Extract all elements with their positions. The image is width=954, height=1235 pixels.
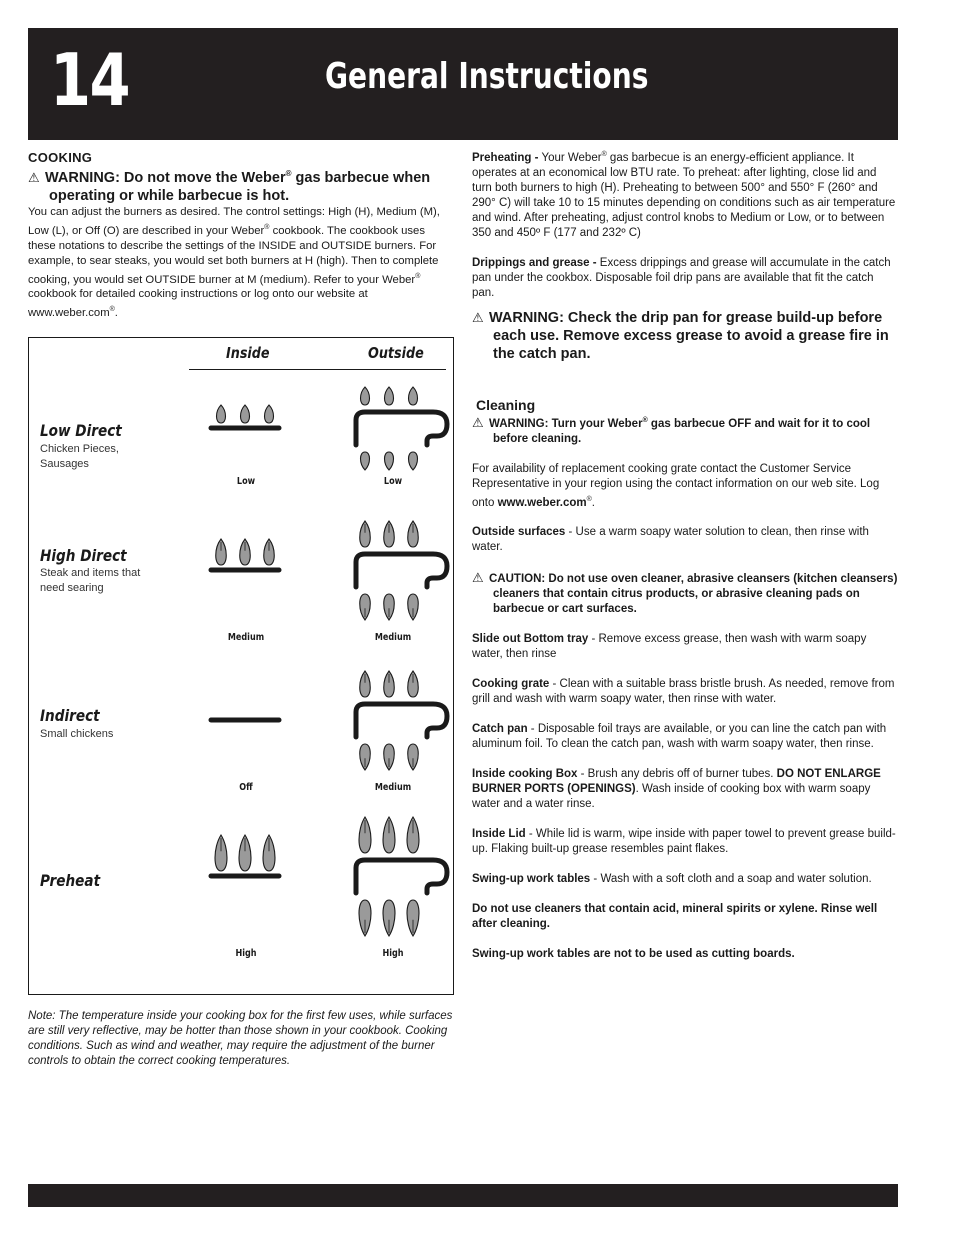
outside-flame-bottom [409,452,418,470]
mode-low-direct-subtitle: Chicken Pieces, Sausages [40,443,119,470]
cleaning-heading: Cleaning [476,396,536,413]
column-outside: Outside [368,344,424,362]
outside-burner-tube [356,412,447,445]
page-number: 14 [50,38,129,122]
caution-text: ⚠ CAUTION: Do not use oven cleaner, abrasive cleansers (kitchen cleansers) cleaners that contain citrus products, or abrasive cleaning pads on barbecue or cart surfaces. [472,570,898,616]
drippings-text: Drippings and grease - Excess drippings and grease will accumulate in the catch pan under the cookbox. Disposable foil drip pans are available that fit the catch pan. [472,256,891,299]
outside-surfaces-text: Outside surfaces - Use a warm soapy water solution to clean, then rinse with water. [472,526,869,554]
outside-flame-top [361,387,370,405]
replacement-grate-text: For availability of replacement cooking grate contact the Customer Service Representative in your region using the contact information on our web site. Log onto www.weber.com®. [472,462,880,509]
outside-burner-tube [356,554,447,587]
inside-flame [265,405,274,423]
warning-icon: ⚠ [472,309,484,325]
setting-indirect-inside: Off [239,782,253,793]
setting-low-direct-inside: Low [236,476,256,487]
cooking-grate-text: Cooking grate - Clean with a suitable brass bristle brush. As needed, remove from grill and wash with warm soapy water, then rinse with water. [472,678,895,706]
burner-drawings [29,338,453,994]
warning-icon: ⚠ [472,414,484,430]
outside-burner-tube [356,704,447,737]
page-footer [28,1184,898,1207]
inside-flame [241,405,250,423]
bottom-tray-text: Slide out Bottom tray - Remove excess grease, then wash with warm soapy water, then rinse [472,633,867,661]
cooking-heading: COOKING [28,150,93,165]
outside-flame-bottom [385,452,394,470]
mode-indirect-title: Indirect [40,706,100,725]
temperature-note: Note: The temperature inside your cooking box for the first few uses, while surfaces are still very reflective, may be hotter than those shown in your cookbook. Cooking conditions. Such as wind and weather, may require the adjustment of the burner controls to obtain the correct cooking temperatures. [28,1010,453,1067]
outside-flame-bottom [361,452,370,470]
setting-low-direct-outside: Low [383,476,403,487]
right-column [472,147,898,962]
page-header [28,28,898,140]
mode-high-direct-title: High Direct [40,546,127,565]
cooking-body: You can adjust the burners as desired. The control settings: High (H), Medium (M), Low (L), or Off (O) are described in your Weber® cookbook. The cookbook uses these notations to describe the settings of the INSIDE and OUTSIDE burners. For example, to sear steaks, you would set both burners at H (high). Then to complete cooking, you would set OUTSIDE burner at M (medium). Refer to your Weber® cookbook for detailed cooking instructions or log onto our website at www.weber.com®. [28,205,440,320]
setting-high-direct-outside: Medium [374,632,412,643]
outside-flame-top [409,387,418,405]
mode-low-direct-title: Low Direct [40,421,122,440]
outside-flame-top [385,387,394,405]
setting-indirect-outside: Medium [374,782,412,793]
burner-settings-diagram [28,337,454,995]
setting-high-direct-inside: Medium [227,632,265,643]
preheating-text: Preheating - Your Weber® gas barbecue is an energy-efficient appliance. It operates at an economical low BTU rate. To preheat: after lighting, close lid and turn both burners to high (H). Preheating to between 500° and 550° F (260° and 290° C) will take 10 to 15 minutes depending on conditions such as air temperature and wind. After preheating, adjust control knobs to Medium or Low, or to between 350 and 450º F (177 and 232º C) [472,151,896,239]
cutting-board-warning: Swing-up work tables are not to be used as cutting boards. [472,948,795,961]
cleaner-warning-text: Do not use cleaners that contain acid, mineral spirits or xylene. Rinse well after cleaning. [472,903,878,931]
cooking-box-text: Inside cooking Box - Brush any debris off of burner tubes. DO NOT ENLARGE BURNER PORTS (OPENINGS). Wash inside of cooking box with warm soapy water and a water rinse. [472,768,881,811]
cooking-warning: ⚠ WARNING: Do not move the Weber® gas barbecue when operating or while barbecue is hot. [28,169,431,204]
catch-pan-text: Catch pan - Disposable foil trays are available, or you can line the catch pan with aluminum foil. To clean the catch pan, wash with warm soapy water, then rinse. [472,723,887,751]
warning-icon: ⚠ [28,169,40,185]
cleaning-warning: ⚠ WARNING: Turn your Weber® gas barbecue OFF and wait for it to cool before cleaning. [472,414,871,445]
page-title: General Instructions [325,56,649,97]
inside-lid-text: Inside Lid - While lid is warm, wipe inside with paper towel to prevent grease build-up. Flaking built-up grease resembles paint flakes. [472,828,896,856]
warning-icon: ⚠ [472,570,484,586]
drip-pan-warning: ⚠ WARNING: Check the drip pan for grease build-up before each use. Remove excess grease to avoid a grease fire in the catch pan. [472,309,889,362]
inside-flame [217,405,226,423]
cooking-section [28,150,454,321]
setting-preheat-inside: High [235,948,257,959]
mode-preheat-title: Preheat [40,871,101,890]
work-tables-text: Swing-up work tables - Wash with a soft cloth and a soap and water solution. [472,873,872,886]
column-inside: Inside [226,344,270,362]
mode-indirect-subtitle: Small chickens [40,728,114,740]
outside-burner-tube [356,860,447,893]
mode-high-direct-subtitle: Steak and items that need searing [40,567,141,594]
setting-preheat-outside: High [382,948,404,959]
